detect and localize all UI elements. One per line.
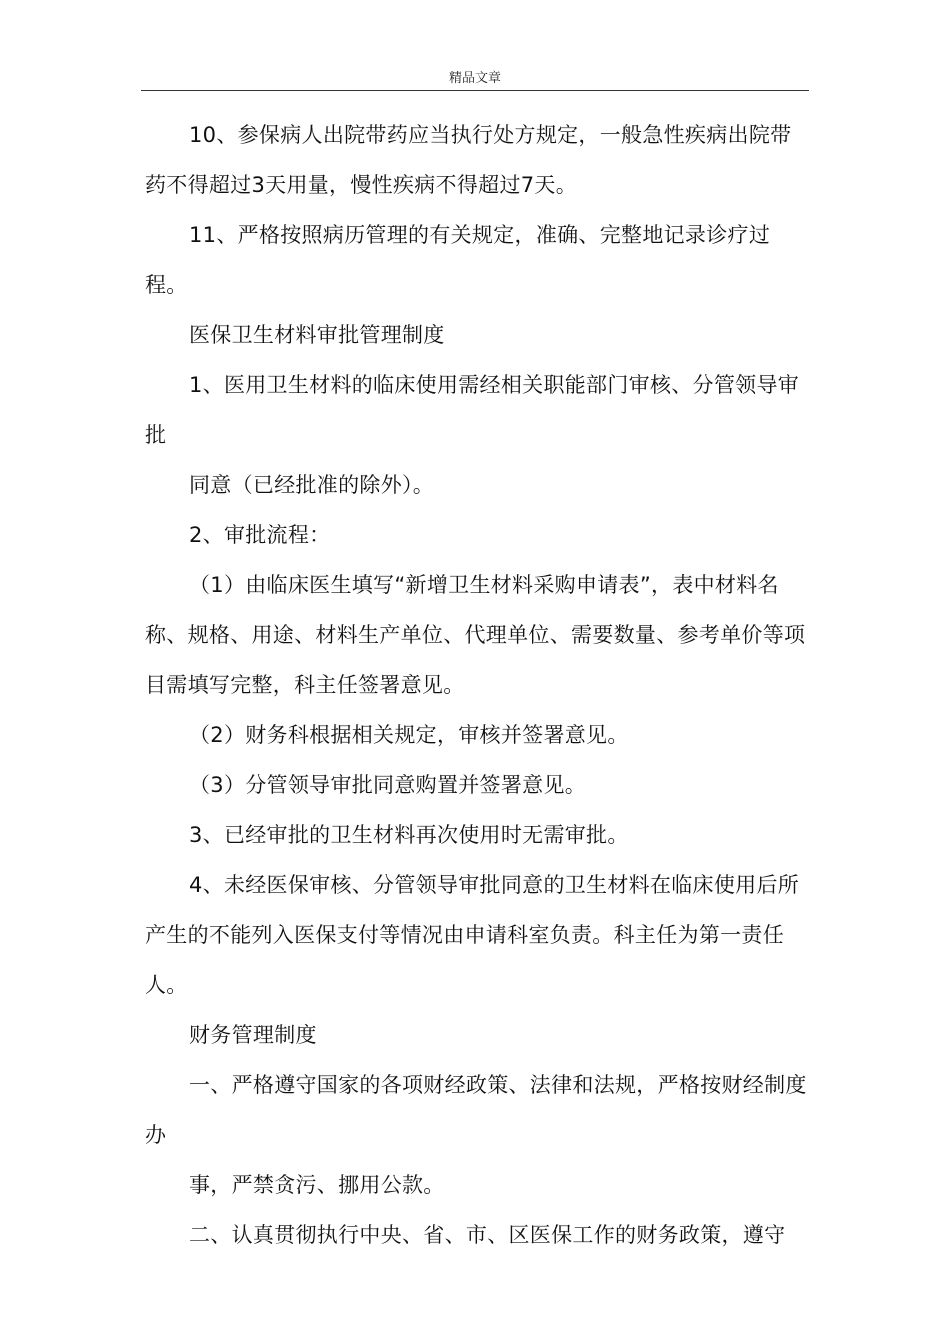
- paragraph: 1、医用卫生材料的临床使用需经相关职能部门审核、分管领导审批: [145, 373, 800, 447]
- paragraph: 事，严禁贪污、挪用公款。: [189, 1173, 445, 1197]
- paragraph: 2、审批流程：: [189, 523, 331, 547]
- section-heading: 财务管理制度: [189, 1023, 317, 1047]
- paragraph: （3）分管领导审批同意购置并签署意见。: [189, 773, 587, 797]
- document-body: [145, 110, 809, 1260]
- paragraph: （1）由临床医生填写“新增卫生材料采购申请表”，表中材料名称、规格、用途、材料生产单位、代理单位、需要数量、参考单价等项目需填写完整，科主任签署意见。: [145, 573, 806, 697]
- paragraph: 同意（已经批准的除外）。: [189, 473, 435, 497]
- paragraph: 一、严格遵守国家的各项财经政策、法律和法规，严格按财经制度办: [145, 1073, 807, 1147]
- page-header: [141, 70, 809, 91]
- paragraph: （2）财务科根据相关规定，审核并签署意见。: [189, 723, 629, 747]
- paragraph: 4、未经医保审核、分管领导审批同意的卫生材料在临床使用后所产生的不能列入医保支付等情况由申请科室负责。科主任为第一责任人。: [145, 873, 800, 997]
- paragraph: 3、已经审批的卫生材料再次使用时无需审批。: [189, 823, 629, 847]
- paragraph: 10、参保病人出院带药应当执行处方规定，一般急性疾病出院带药不得超过3天用量，慢性疾病不得超过7天。: [145, 123, 792, 197]
- paragraph: 11、严格按照病历管理的有关规定，准确、完整地记录诊疗过程。: [145, 223, 771, 297]
- section-heading: 医保卫生材料审批管理制度: [189, 323, 445, 347]
- header-title: 精品文章: [448, 71, 501, 86]
- paragraph: 二、认真贯彻执行中央、省、市、区医保工作的财务政策，遵守: [189, 1223, 786, 1247]
